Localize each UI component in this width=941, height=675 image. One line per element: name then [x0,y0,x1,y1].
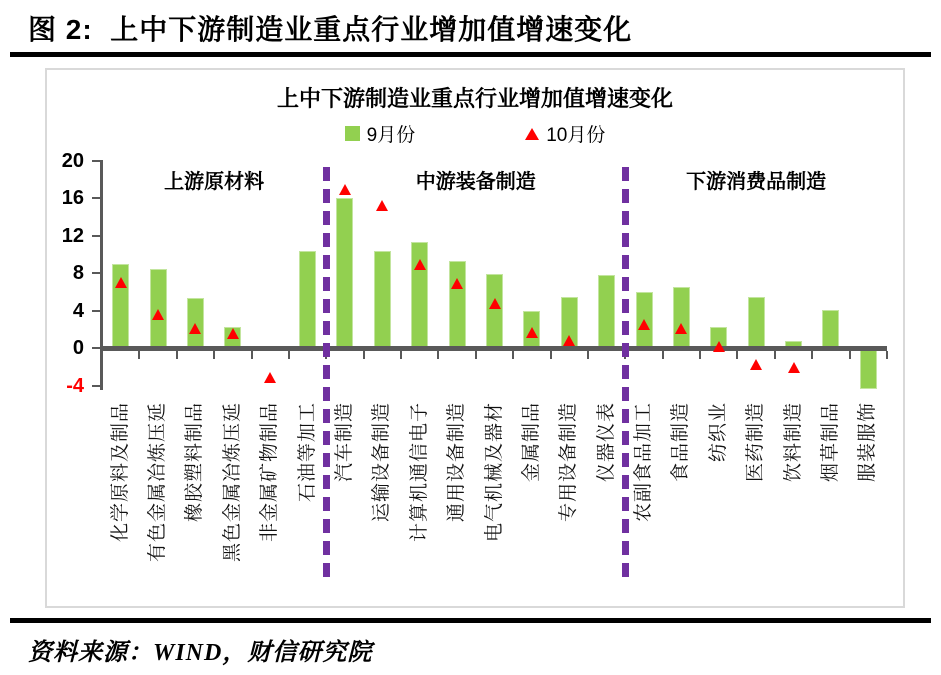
october-marker-triangle [264,372,276,383]
bar [411,242,428,348]
category-label: 农副食品加工 [633,402,655,523]
plot-area [47,70,903,606]
october-marker-triangle [227,328,239,339]
x-tick [774,351,776,359]
bar [374,251,391,348]
october-marker-triangle [788,362,800,373]
y-tick [92,310,101,312]
y-tick-label: -4 [66,374,84,397]
category-label: 金属制品 [520,402,542,483]
y-tick [92,235,101,237]
category-label: 橡胶塑料制品 [184,402,206,523]
category-label: 烟草制品 [819,402,841,483]
chart-title: 上中下游制造业重点行业增加值增速变化 [276,86,673,111]
x-tick [251,351,253,359]
legend-october-label: 10月份 [546,125,606,146]
x-axis-zero-line [100,346,887,351]
category-label: 化学原料及制品 [109,402,131,543]
x-tick [587,351,589,359]
october-marker-triangle [189,323,201,334]
section-separator [622,167,629,582]
x-tick [437,351,439,359]
category-label: 医药制造 [745,402,767,483]
x-tick [176,351,178,359]
x-tick [849,351,851,359]
x-tick [886,351,888,359]
bar [336,198,353,348]
legend-september-label: 9月份 [366,125,416,146]
x-tick [363,351,365,359]
category-label: 服装服饰 [857,402,879,483]
x-tick [550,351,552,359]
figure-title: 图 2: 上中下游制造业重点行业增加值增速变化 [28,14,633,45]
y-tick-label: 16 [61,187,84,209]
y-tick-label: 20 [61,149,84,172]
category-label: 有色金属冶炼压延 [147,402,169,563]
october-marker-triangle [489,298,501,309]
bar [822,310,839,348]
category-label: 运输设备制造 [371,402,393,523]
october-marker-triangle [339,184,351,195]
bar [598,275,615,348]
october-marker-triangle [638,319,650,330]
category-label: 通用设备制造 [446,402,468,523]
y-tick [92,385,101,387]
y-tick [92,160,101,162]
x-tick [138,351,140,359]
bar [748,297,765,348]
october-marker-triangle [750,359,762,370]
bar [486,274,503,348]
x-tick [288,351,290,359]
category-label: 汽车制造 [333,402,355,483]
x-tick [475,351,477,359]
x-tick [811,351,813,359]
y-tick-label: 12 [61,224,84,247]
category-label: 食品制造 [670,402,692,483]
x-tick [512,351,514,359]
october-marker-triangle [376,200,388,211]
category-label: 纺织业 [707,402,729,463]
october-marker-triangle [713,341,725,352]
x-tick [213,351,215,359]
category-label: 饮料制造 [782,402,804,483]
chart-card [45,68,905,608]
october-marker-triangle [563,335,575,346]
x-tick [699,351,701,359]
bar [449,261,466,348]
october-marker-triangle [526,327,538,338]
section-title: 中游装备制造 [415,171,536,193]
category-label: 非金属矿物制品 [259,402,281,543]
category-label: 电气机械及器材 [483,402,505,543]
bar [299,251,316,349]
bottom-divider-rule [10,618,931,623]
source-line: 资料来源：WIND，财信研究院 [28,640,373,666]
y-tick [92,197,101,199]
x-tick [400,351,402,359]
october-marker-triangle [675,323,687,334]
category-label: 黑色金属冶炼压延 [221,402,243,563]
x-tick [101,351,103,359]
october-marker-triangle [414,259,426,270]
category-label: 石油等加工 [296,402,318,503]
category-label: 专用设备制造 [558,402,580,523]
category-label: 计算机通信电子 [408,402,430,543]
section-title: 上游原材料 [164,171,265,193]
section-separator [323,167,330,582]
y-tick [92,347,101,349]
y-tick-label: 8 [72,262,84,284]
title-divider-rule [10,52,931,57]
x-tick [662,351,664,359]
bar [860,348,877,389]
october-marker-triangle [152,309,164,320]
y-tick-label: 0 [72,337,84,359]
bar [673,287,690,348]
category-label: 仪器仪表 [595,402,617,483]
october-marker-triangle [451,278,463,289]
y-tick [92,272,101,274]
october-marker-triangle [115,277,127,288]
x-tick [736,351,738,359]
y-tick-label: 4 [72,299,84,322]
section-title: 下游消费品制造 [686,171,827,193]
